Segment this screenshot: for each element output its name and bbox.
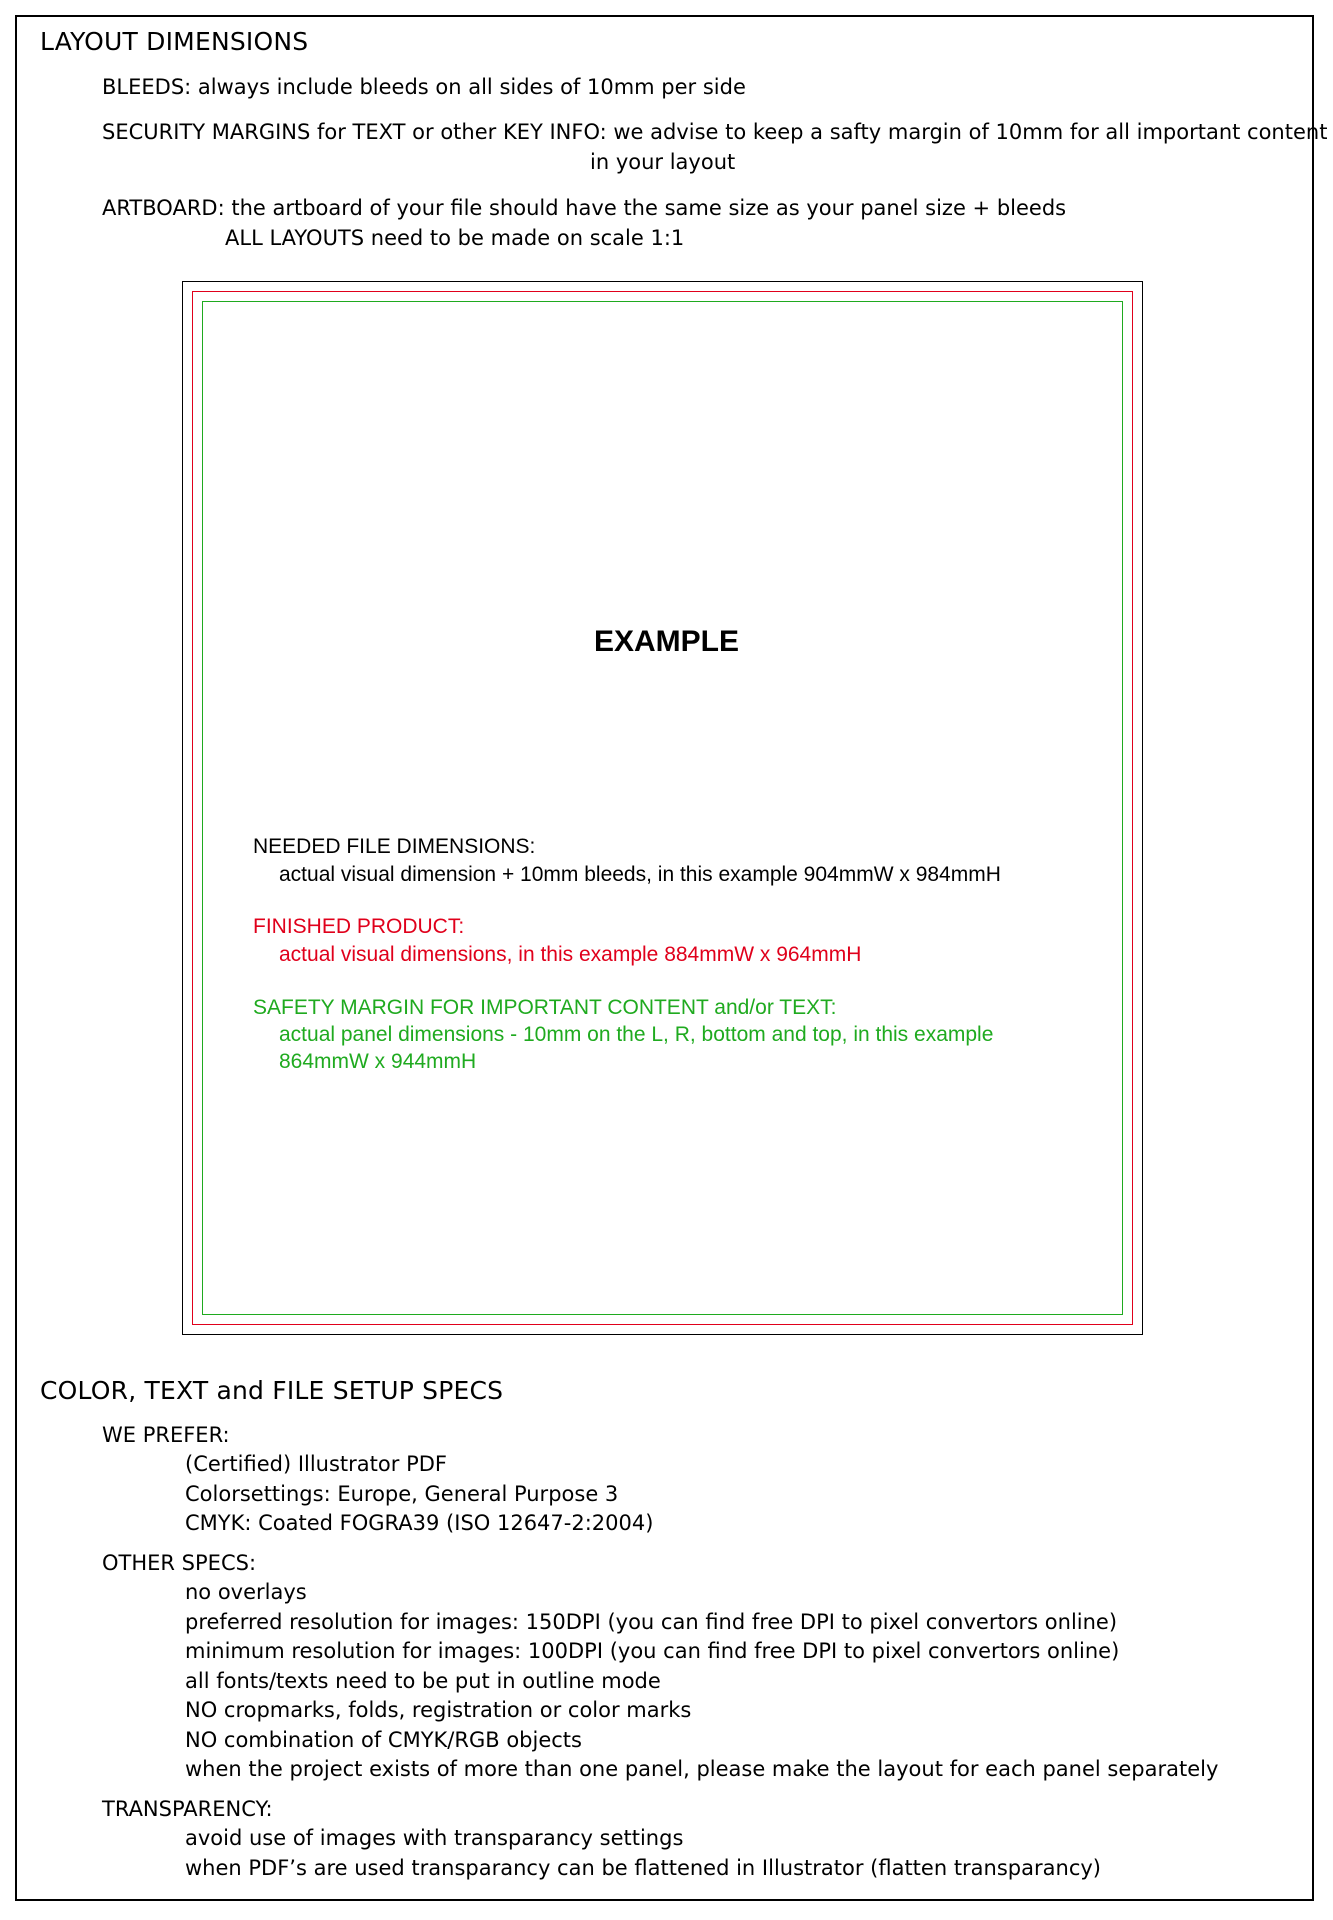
we-prefer-label: WE PREFER: — [102, 1423, 230, 1447]
safety-margin-detail-1: actual panel dimensions - 10mm on the L, R, bottom and top, in this example — [279, 1023, 994, 1046]
bleeds-line: BLEEDS: always include bleeds on all sides of 10mm per side — [102, 75, 746, 99]
finished-product-detail: actual visual dimensions, in this example 884mmW x 964mmH — [279, 943, 862, 966]
list-item: no overlays — [185, 1580, 307, 1604]
we-prefer-list — [185, 1450, 653, 1539]
transparency-label: TRANSPARENCY: — [102, 1797, 273, 1821]
list-item: when PDF’s are used transparancy can be flattened in Illustrator (flatten transparancy) — [185, 1855, 1101, 1880]
list-item: CMYK: Coated FOGRA39 (ISO 12647-2:2004) — [185, 1511, 654, 1535]
list-item: Colorsettings: Europe, General Purpose 3 — [185, 1481, 619, 1506]
list-item: all fonts/texts need to be put in outline mode — [185, 1668, 661, 1693]
artboard-line: ARTBOARD: the artboard of your file should have the same size as your panel size + bleeds — [102, 196, 1067, 220]
list-item: preferred resolution for images: 150DPI (you can find free DPI to pixel convertors online) — [185, 1609, 1118, 1634]
other-specs-label: OTHER SPECS: — [102, 1551, 257, 1575]
list-item: NO cropmarks, folds, registration or color marks — [185, 1698, 692, 1722]
safety-margin-boundary — [202, 301, 1123, 1315]
list-item: minimum resolution for images: 100DPI (you can find free DPI to pixel convertors online) — [185, 1639, 1120, 1663]
list-item: when the project exists of more than one panel, please make the layout for each panel separately — [185, 1757, 1219, 1781]
list-item: (Certified) Illustrator PDF — [185, 1452, 447, 1476]
specs-heading: COLOR, TEXT and FILE SETUP SPECS — [40, 1376, 504, 1405]
list-item: NO combination of CMYK/RGB objects — [185, 1727, 582, 1752]
list-item: avoid use of images with transparancy settings — [185, 1826, 684, 1850]
example-title: EXAMPLE — [593, 625, 740, 658]
needed-file-dimensions-detail: actual visual dimension + 10mm bleeds, in this example 904mmW x 984mmH — [279, 863, 1001, 886]
security-margins-line: SECURITY MARGINS for TEXT or other KEY INFO: we advise to keep a safty margin of 10mm for all important content — [102, 120, 1328, 144]
safety-margin-detail-2: 864mmW x 944mmH — [279, 1050, 477, 1073]
other-specs-list — [185, 1578, 1218, 1785]
transparency-list — [185, 1824, 1101, 1883]
needed-file-dimensions-heading: NEEDED FILE DIMENSIONS: — [253, 835, 536, 858]
safety-margin-heading: SAFETY MARGIN FOR IMPORTANT CONTENT and/or TEXT: — [253, 996, 837, 1019]
scale-line: ALL LAYOUTS need to be made on scale 1:1 — [225, 226, 685, 250]
layout-dimensions-heading: LAYOUT DIMENSIONS — [40, 27, 309, 56]
security-margins-line-2: in your layout — [590, 150, 736, 174]
finished-product-heading: FINISHED PRODUCT: — [253, 915, 465, 938]
